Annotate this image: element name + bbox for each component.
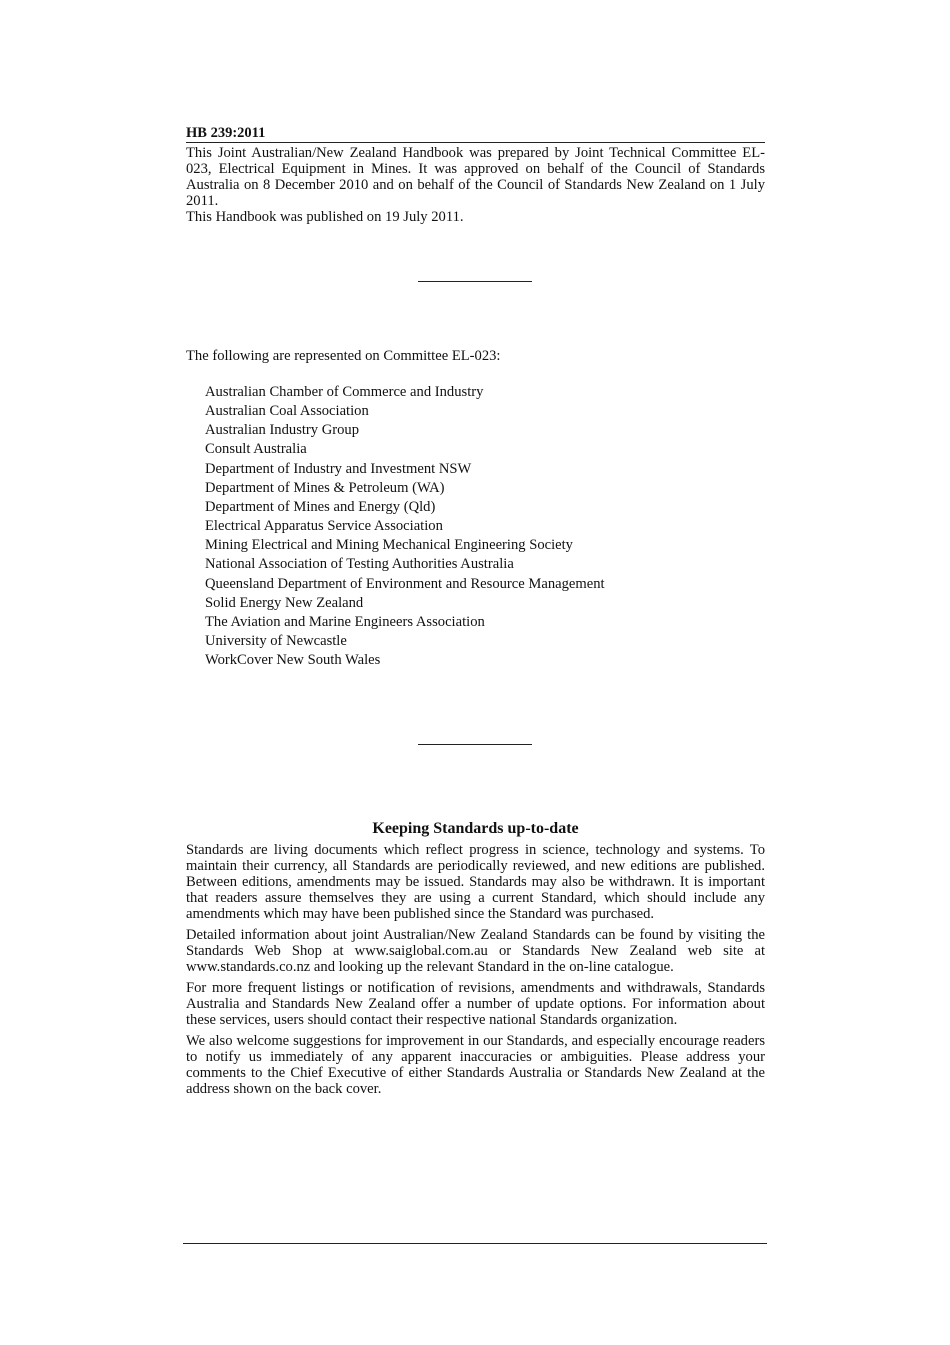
section-divider [418, 281, 532, 282]
committee-member-list [205, 383, 605, 670]
footer-rule [183, 1243, 767, 1244]
document-id: HB 239:2011 [186, 125, 765, 143]
committee-member: Australian Coal Association [205, 403, 369, 420]
committee-member: Australian Chamber of Commerce and Industry [205, 384, 484, 400]
committee-member: Electrical Apparatus Service Association [205, 518, 443, 535]
body-paragraph: We also welcome suggestions for improvement in our Standards, and especially encourage readers to notify us immediately of any apparent inaccuracies or ambiguities. Please address your comments to the Chief Executive of either Standards Australia or Standards New Zealand at the address shown on the back cover. [186, 1033, 765, 1097]
committee-member: Department of Mines and Energy (Qld) [205, 498, 436, 515]
committee-member: Mining Electrical and Mining Mechanical Engineering Society [205, 537, 573, 554]
committee-intro: The following are represented on Committee EL-023: [186, 348, 501, 364]
committee-member: Solid Energy New Zealand [205, 594, 364, 611]
committee-member: The Aviation and Marine Engineers Association [205, 613, 485, 630]
committee-member: National Association of Testing Authorities Australia [205, 556, 514, 573]
preparation-notice [186, 145, 765, 225]
committee-member: Australian Industry Group [205, 422, 360, 439]
section-divider [418, 744, 532, 745]
preparation-paragraph: This Joint Australian/New Zealand Handbook was prepared by Joint Technical Committee EL-023, Electrical Equipment in Mines. It was approved on behalf of the Council of Standards Australia on 8 December 2010 and on behalf of the Council of Standards New Zealand on 1 July 2011. [186, 145, 765, 209]
committee-member: WorkCover New South Wales [205, 652, 381, 669]
committee-member: Queensland Department of Environment and Resource Management [205, 575, 605, 592]
publication-date: This Handbook was published on 19 July 2011. [186, 209, 464, 225]
committee-member: Department of Industry and Investment NSW [205, 460, 472, 477]
committee-member: Consult Australia [205, 441, 307, 458]
committee-member: University of Newcastle [205, 633, 347, 650]
body-paragraph: Detailed information about joint Australian/New Zealand Standards can be found by visiting the Standards Web Shop at www.saiglobal.com.au or Standards New Zealand web site at www.standards.co.nz and looking up the relevant Standard in the on-line catalogue. [186, 927, 765, 975]
keeping-up-to-date-body [186, 842, 765, 1102]
section-title: Keeping Standards up-to-date [372, 820, 579, 837]
body-paragraph: For more frequent listings or notification of revisions, amendments and withdrawals, Standards Australia and Standards New Zealand offer a number of update options. For information about these services, users should contact their respective national Standards organization. [186, 980, 765, 1028]
body-paragraph: Standards are living documents which reflect progress in science, technology and systems. To maintain their currency, all Standards are periodically reviewed, and new editions are published. Between editions, amendments may be issued. Standards may also be withdrawn. It is important that readers assure themselves they are using a current Standard, which should include any amendments which may have been published since the Standard was purchased. [186, 842, 765, 922]
committee-member: Department of Mines & Petroleum (WA) [205, 479, 445, 496]
